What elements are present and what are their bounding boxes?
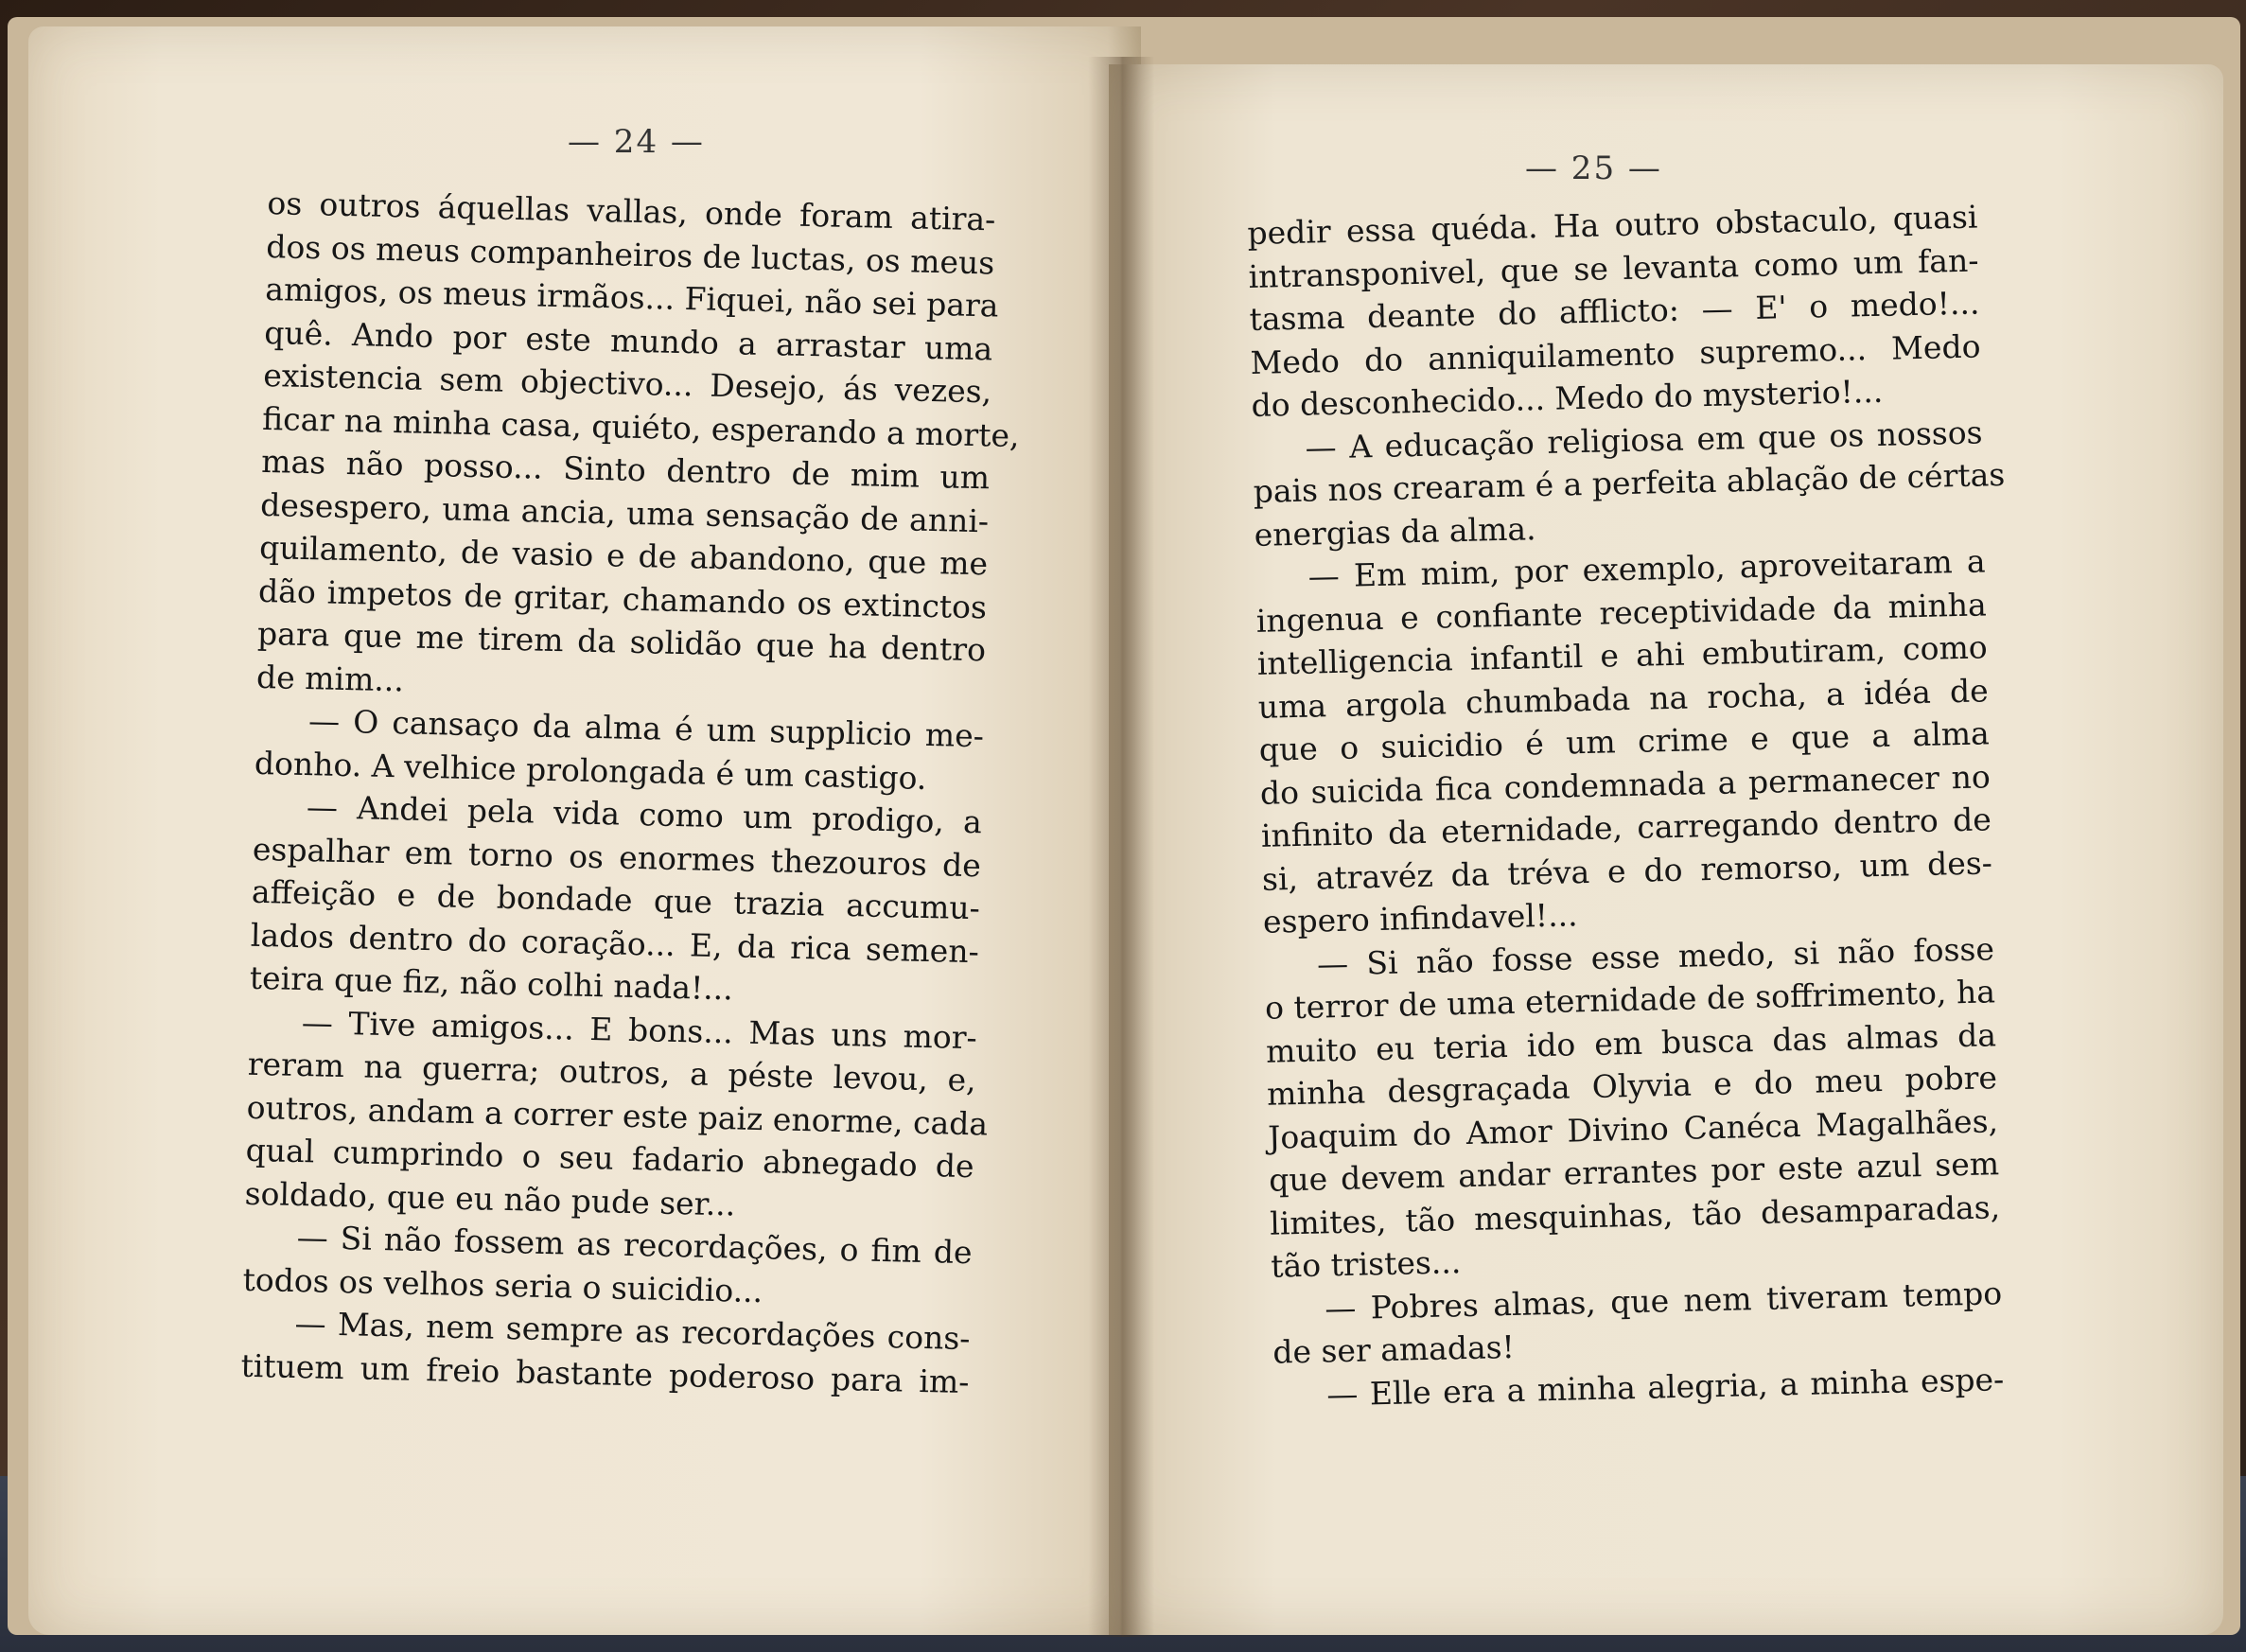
text-line: — Tive amigos... E bons... Mas uns mor-: [301, 1003, 978, 1056]
text-line: infinito da eternidade, carregando dentro de: [1260, 800, 1992, 854]
text-line: Medo do anniquilamento supremo... Medo: [1250, 326, 1981, 381]
text-line: ingenua e confiante receptividade da minha: [1255, 585, 1988, 640]
text-line: — Pobres almas, que nem tiveram tempo: [1324, 1274, 2003, 1327]
text-line: espero infindavel!...: [1262, 896, 1578, 940]
text-line: ficar na minha casa, quiéto, esperando a morte,: [261, 399, 1020, 454]
text-line: amigos, os meus irmãos... Fiquei, não sei para: [264, 270, 999, 325]
text-line: — A educação religiosa em que os nossos: [1305, 413, 1983, 466]
text-line: para que me tirem da solidão que ha dentro: [256, 614, 987, 669]
text-line: soldado, que eu não pude ser...: [244, 1174, 736, 1222]
text-line: affeição e de bondade que trazia accumu-: [251, 872, 981, 927]
text-line: donho. A velhice prolongada é um castigo.: [254, 744, 927, 797]
text-line: — O cansaço da alma é um supplicio me-: [307, 702, 985, 755]
text-line: — Andei pela vida como um prodigo, a: [306, 788, 983, 841]
text-line: dão impetos de gritar, chamando os extinctos: [257, 571, 988, 625]
text-line: pais nos crearam é a perfeita ablação de cértas: [1253, 455, 2006, 510]
text-line: qual cumprindo o seu fadario abnegado de: [245, 1131, 975, 1186]
text-line: — Em mim, por exemplo, aproveitaram a: [1307, 542, 1987, 595]
text-line: do desconhecido... Medo do mysterio!...: [1251, 372, 1884, 424]
text-line: tituem um freio bastante poderoso para im-: [240, 1346, 970, 1400]
text-line: minha desgraçada Olyvia e do meu pobre: [1266, 1059, 1998, 1113]
text-line: todos os velhos seria o suicidio...: [242, 1260, 763, 1309]
left-page-text: [240, 182, 1020, 1403]
text-line: uma argola chumbada na rocha, a idéa de: [1257, 671, 1990, 726]
text-line: — Si não fosse esse medo, si não fosse: [1316, 929, 1995, 983]
text-line: intelligencia infantil e ahi embutiram, como: [1256, 628, 1989, 682]
text-line: o terror de uma eternidade de soffrimento, ha: [1264, 973, 1996, 1027]
text-line: teira que fiz, não colhi nada!...: [249, 958, 734, 1008]
text-line: pedir essa quéda. Ha outro obstaculo, quasi: [1247, 198, 1978, 252]
text-line: mas não posso... Sinto dentro de mim um: [260, 442, 991, 497]
text-line: dos os meus companheiros de luctas, os meus: [266, 227, 995, 281]
text-line: desespero, uma ancia, uma sensação de anni-: [259, 485, 990, 539]
text-line: tão tristes...: [1270, 1243, 1462, 1285]
text-line: espalhar em torno os enormes thezouros de: [252, 830, 982, 884]
text-line: de mim...: [255, 658, 405, 698]
text-line: quê. Ando por este mundo a arrastar uma: [263, 313, 993, 367]
text-line: lados dentro do coração... E, da rica semen-: [250, 916, 980, 970]
text-line: muito eu teria ido em busca das almas da: [1265, 1015, 1997, 1070]
text-line: — Elle era a minha alegria, a minha espe-: [1325, 1360, 2005, 1413]
text-line: os outros áquellas vallas, onde foram atira-: [267, 184, 996, 238]
text-line: — Mas, nem sempre as recordações cons-: [294, 1304, 971, 1358]
text-line: — Si não fossem as recordações, o fim de: [296, 1218, 973, 1272]
page-number-right: — 25 —: [1525, 149, 1662, 187]
text-line: que o suicidio é um crime e que a alma: [1258, 714, 1991, 768]
text-line: outros, andam a correr este paiz enorme, cada: [246, 1088, 989, 1143]
text-line: Joaquim do Amor Divino Canéca Magalhães,: [1267, 1101, 1999, 1156]
text-line: de ser amadas!: [1272, 1327, 1516, 1371]
text-line: quilamento, de vasio e de abandono, que me: [258, 528, 989, 583]
text-line: reram na guerra; outros, a péste levou, e,: [247, 1045, 977, 1099]
right-page-text: [1247, 195, 2005, 1416]
text-line: intransponivel, que se levanta como um fan-: [1248, 240, 1979, 295]
text-line: existencia sem objectivo... Desejo, ás vezes,: [262, 356, 992, 411]
text-line: energias da alma.: [1254, 509, 1536, 554]
book-gutter: [1088, 57, 1154, 1637]
text-line: si, atravéz da tréva e do remorso, um des-: [1261, 843, 1993, 898]
page-number-left: — 24 —: [568, 123, 705, 161]
text-line: do suicida fica condemnada a permanecer no: [1259, 757, 1992, 812]
text-line: limites, tão mesquinhas, tão desamparadas,: [1269, 1187, 2001, 1242]
text-line: tasma deante do afflicto: — E' o medo!...: [1249, 284, 1980, 338]
text-line: que devem andar errantes por este azul sem: [1268, 1145, 2000, 1199]
